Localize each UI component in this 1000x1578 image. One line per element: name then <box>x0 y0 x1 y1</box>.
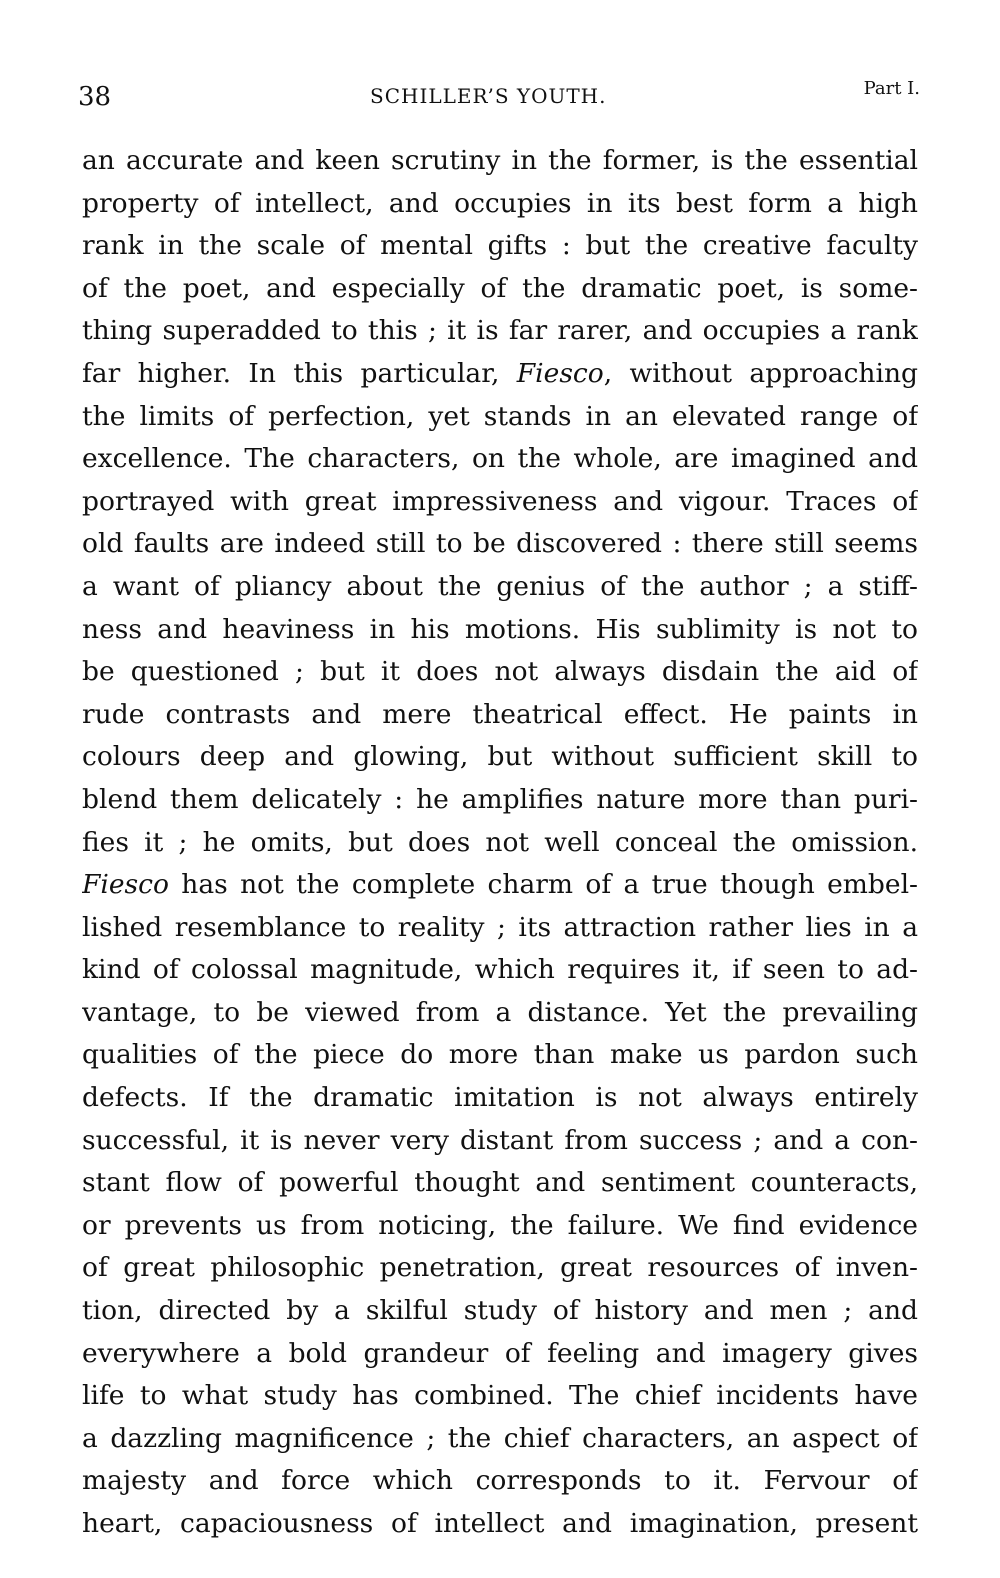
text-line: rude contrasts and mere theatrical effect. He paints in <box>82 698 918 730</box>
text-line: excellence. The characters, on the whole, are imagined and <box>82 443 918 475</box>
play-title: Fiesco <box>516 357 604 389</box>
text-line: tion, directed by a skilful study of history and men ; and <box>82 1295 918 1327</box>
text-line: Fiesco has not the complete charm of a true though embel- <box>82 869 918 901</box>
text-line: old faults are indeed still to be discovered : there still seems <box>82 528 918 560</box>
text-line: defects. If the dramatic imitation is not always entirely <box>82 1082 918 1114</box>
page-header <box>78 78 920 118</box>
text-line: blend them delicately : he amplifies nature more than puri- <box>82 783 918 815</box>
text-line: far higher. In this particular, Fiesco, without approaching <box>82 357 918 389</box>
body-text <box>82 140 918 1546</box>
text-line: stant flow of powerful thought and sentiment counteracts, <box>82 1167 918 1199</box>
text-line: be questioned ; but it does not always disdain the aid of <box>82 656 918 688</box>
text-line: of the poet, and especially of the dramatic poet, is some- <box>82 272 918 304</box>
text-line: an accurate and keen scrutiny in the former, is the essential <box>82 145 918 176</box>
page-number: 38 <box>78 82 112 112</box>
text-line: a want of pliancy about the genius of the author ; a stiff- <box>82 570 918 602</box>
text-line: successful, it is never very distant from success ; and a con- <box>82 1124 918 1156</box>
text-line: majesty and force which corresponds to it. Fervour of <box>82 1465 918 1497</box>
text-line: or prevents us from noticing, the failure. We find evidence <box>82 1209 918 1241</box>
text-line: ness and heaviness in his motions. His sublimity is not to <box>82 613 918 645</box>
text-line: rank in the scale of mental gifts : but the creative faculty <box>82 230 918 262</box>
text-line: the limits of perfection, yet stands in an elevated range of <box>82 400 918 432</box>
text-line: a dazzling magnificence ; the chief characters, an aspect of <box>82 1422 918 1454</box>
text-line: kind of colossal magnitude, which requires it, if seen to ad- <box>82 954 918 986</box>
text-line: thing superadded to this ; it is far rarer, and occupies a rank <box>82 315 918 347</box>
play-title: Fiesco <box>82 869 169 901</box>
text-line: property of intellect, and occupies in its best form a high <box>82 187 918 219</box>
text-line: lished resemblance to reality ; its attraction rather lies in a <box>82 911 918 943</box>
text-line: life to what study has combined. The chief incidents have <box>82 1380 918 1412</box>
part-label: Part I. <box>863 78 920 99</box>
running-title: SCHILLER’S YOUTH. <box>370 84 607 108</box>
text-line: of great philosophic penetration, great resources of inven- <box>82 1252 918 1284</box>
text-line: vantage, to be viewed from a distance. Yet the prevailing <box>82 996 918 1028</box>
text-line: fies it ; he omits, but does not well conceal the omission. <box>82 826 918 858</box>
text-line: portrayed with great impressiveness and vigour. Traces of <box>82 485 918 517</box>
text-line: everywhere a bold grandeur of feeling and imagery gives <box>82 1337 918 1369</box>
text-line: heart, capaciousness of intellect and imagination, present <box>82 1508 918 1539</box>
text-line: colours deep and glowing, but without sufficient skill to <box>82 741 918 773</box>
text-line: qualities of the piece do more than make us pardon such <box>82 1039 918 1071</box>
